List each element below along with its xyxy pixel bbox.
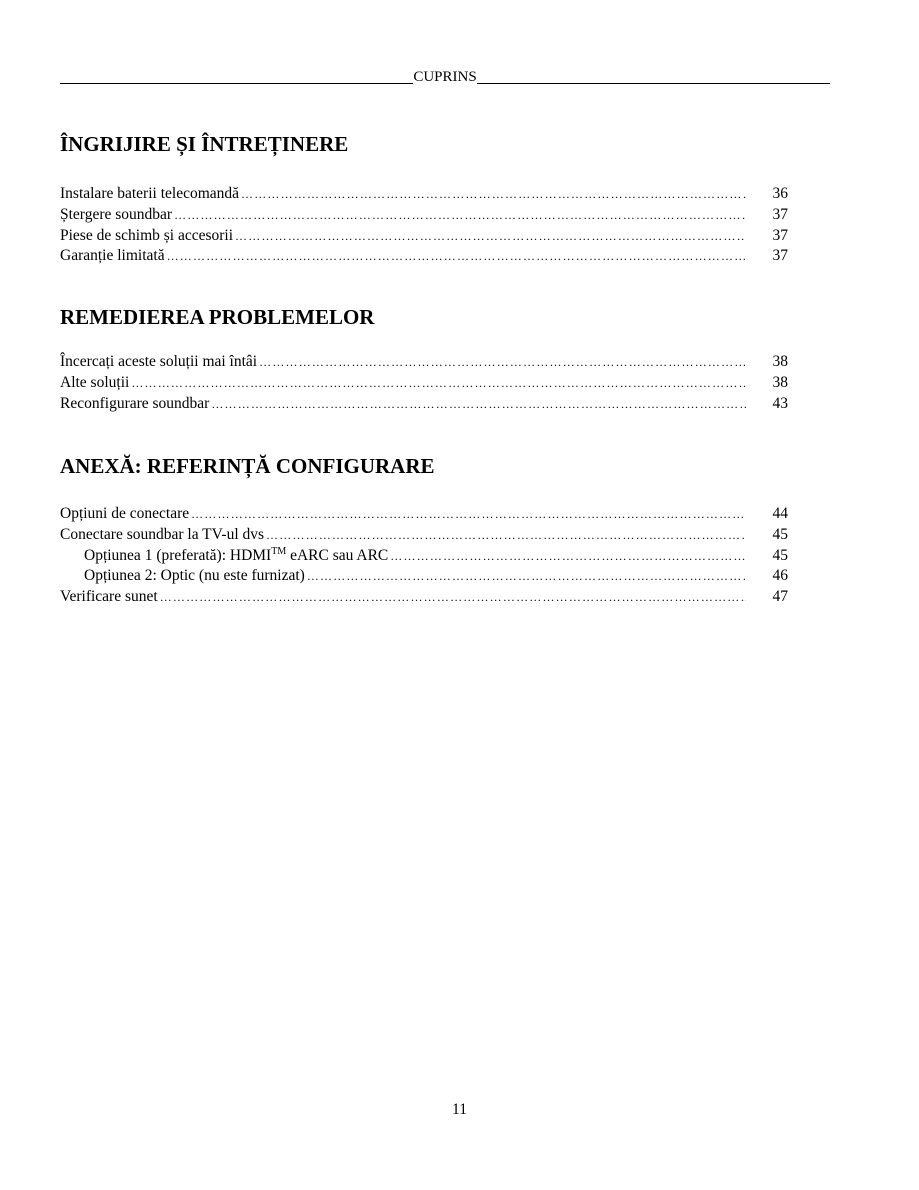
toc-section-care-maintenance: [60, 131, 788, 267]
toc-entry-page: 46: [772, 567, 788, 585]
toc-entry-page: 37: [772, 226, 788, 244]
toc-entry-label: Conectare soundbar la TV-ul dvs: [60, 525, 265, 543]
toc-subentry[interactable]: [60, 546, 788, 567]
toc-subentry[interactable]: [60, 566, 788, 587]
toc-entry[interactable]: [60, 525, 788, 546]
dot-leader: [266, 525, 746, 546]
toc-entry-page: 36: [772, 185, 788, 202]
page-number: 11: [452, 1101, 467, 1118]
dot-leader: [307, 566, 746, 587]
toc-entry[interactable]: [60, 246, 788, 267]
dot-leader: [131, 373, 746, 394]
trademark-superscript: TM: [271, 545, 287, 557]
toc-entry-label: Reconfigurare soundbar: [60, 394, 210, 412]
toc-entry[interactable]: [60, 205, 788, 226]
toc-entry-label: Încercați aceste soluții mai întâi: [60, 353, 258, 370]
section-heading: ANEXĂ: REFERINȚĂ CONFIGURARE: [60, 454, 435, 478]
toc-entry-page: 45: [772, 525, 788, 543]
dot-leader: [191, 504, 746, 525]
toc-entry-page: 37: [772, 205, 788, 223]
toc-section-appendix: [60, 453, 788, 608]
toc-entry-label: Alte soluții: [60, 373, 130, 391]
dot-leader: [259, 352, 746, 373]
toc-entry[interactable]: [60, 352, 788, 373]
toc-entry-label: Opțiuni de conectare: [60, 505, 190, 522]
header-title: CUPRINS: [413, 69, 477, 85]
toc-entry-page: 45: [772, 546, 788, 564]
dot-leader: [241, 184, 746, 205]
toc-entry[interactable]: [60, 394, 788, 415]
dot-leader: [160, 587, 746, 608]
dot-leader: [390, 546, 746, 567]
toc-entry-label: Verificare sunet: [60, 588, 158, 606]
toc-entry-page: 38: [772, 353, 788, 370]
toc-entry-page: 37: [772, 247, 788, 265]
dot-leader: [174, 205, 746, 226]
toc-entry-page: 38: [772, 373, 788, 391]
header-rule-left: [60, 68, 413, 84]
section-heading: REMEDIEREA PROBLEMELOR: [60, 305, 375, 329]
toc-section-troubleshooting: [60, 304, 788, 414]
toc-entry[interactable]: [60, 587, 788, 608]
toc-entry-page: 43: [772, 394, 788, 412]
dot-leader: [211, 394, 746, 415]
toc-entry[interactable]: [60, 184, 788, 205]
toc-entry-label: [60, 546, 388, 567]
toc-entry[interactable]: [60, 504, 788, 525]
toc-entry-label: Instalare baterii telecomandă: [60, 185, 240, 202]
toc-entry-label: Piese de schimb și accesorii: [60, 226, 234, 244]
header-rule-right: [477, 68, 830, 84]
dot-leader: [235, 226, 746, 247]
page-header: [60, 66, 830, 86]
label-text: eARC sau ARC: [286, 546, 389, 564]
section-heading: ÎNGRIJIRE ȘI ÎNTREȚINERE: [60, 132, 349, 156]
toc-entry-label: Opțiunea 2: Optic (nu este furnizat): [84, 567, 305, 585]
toc-entry-page: 47: [772, 588, 788, 606]
toc-entry-label: Ștergere soundbar: [60, 205, 173, 223]
dot-leader: [167, 246, 746, 267]
toc-entry[interactable]: [60, 373, 788, 394]
label-text: Opțiunea 1 (preferată): HDMI: [84, 546, 272, 564]
toc-entry-label: Garanție limitată: [60, 247, 165, 265]
toc-entry[interactable]: [60, 226, 788, 247]
toc-entry-page: 44: [772, 505, 788, 522]
